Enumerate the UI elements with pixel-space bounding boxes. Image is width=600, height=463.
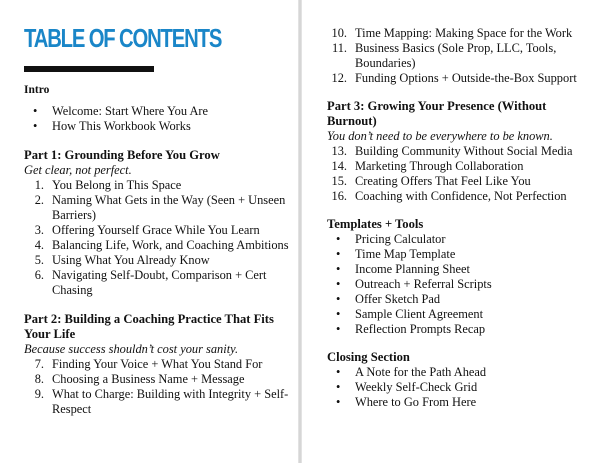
- item-text: Time Mapping: Making Space for the Work: [355, 26, 573, 40]
- item-number: 4.: [34, 238, 44, 252]
- item-number: 10.: [331, 26, 347, 40]
- list-item[interactable]: [24, 268, 292, 298]
- part1-subtitle: Get clear, not perfect.: [24, 163, 132, 177]
- list-item[interactable]: [327, 26, 596, 41]
- list-item[interactable]: • Time Map Template: [327, 247, 596, 262]
- part3-subtitle: You don’t need to be everywhere to be known.: [327, 129, 553, 143]
- item-text: Choosing a Business Name + Message: [52, 372, 245, 386]
- list-item[interactable]: [327, 144, 596, 159]
- list-item[interactable]: [24, 253, 292, 268]
- item-number: 14.: [331, 159, 347, 173]
- list-item[interactable]: [24, 238, 292, 253]
- toc-title: TABLE OF CONTENTS: [24, 23, 222, 53]
- list-item[interactable]: • How This Workbook Works: [24, 119, 292, 134]
- list-item[interactable]: • Offer Sketch Pad: [327, 292, 596, 307]
- list-item[interactable]: [327, 159, 596, 174]
- list-item[interactable]: • Pricing Calculator: [327, 232, 596, 247]
- item-number: 11.: [331, 41, 347, 55]
- list-item[interactable]: • Weekly Self-Check Grid: [327, 380, 596, 395]
- intro-heading: Intro: [24, 84, 50, 96]
- item-number: 5.: [34, 253, 44, 267]
- part1-heading[interactable]: Part 1: Grounding Before You Grow: [24, 148, 220, 162]
- part2-list-continued: [327, 26, 596, 86]
- list-item[interactable]: • Income Planning Sheet: [327, 262, 596, 277]
- left-page: [0, 0, 298, 463]
- item-text: Creating Offers That Feel Like You: [355, 174, 531, 188]
- item-text: Marketing Through Collaboration: [355, 159, 524, 173]
- part2-heading[interactable]: Part 2: Building a Coaching Practice That Fits Your Life: [24, 312, 274, 341]
- item-text: Finding Your Voice + What You Stand For: [52, 357, 263, 371]
- item-number: 13.: [331, 144, 347, 158]
- part2-subtitle: Because success shouldn’t cost your sanity.: [24, 342, 239, 356]
- list-item[interactable]: [24, 387, 292, 417]
- list-item[interactable]: [327, 189, 596, 204]
- part1-list: [24, 178, 292, 298]
- item-number: 7.: [34, 357, 44, 371]
- item-text: Naming What Gets in the Way (Seen + Unseen Barriers): [52, 193, 286, 222]
- item-text: Balancing Life, Work, and Coaching Ambitions: [52, 238, 289, 252]
- item-number: 8.: [34, 372, 44, 386]
- part3-heading[interactable]: Part 3: Growing Your Presence (Without Burnout): [327, 99, 547, 128]
- list-item[interactable]: [24, 193, 292, 223]
- list-item[interactable]: • Where to Go From Here: [327, 395, 596, 410]
- list-item[interactable]: [24, 357, 292, 372]
- left-content: [24, 0, 292, 417]
- item-text: Navigating Self-Doubt, Comparison + Cert Chasing: [52, 268, 267, 297]
- list-item[interactable]: [327, 71, 596, 86]
- list-item[interactable]: [327, 174, 596, 189]
- item-number: 16.: [331, 189, 347, 203]
- item-text: Offering Yourself Grace While You Learn: [52, 223, 260, 237]
- item-number: 15.: [331, 174, 347, 188]
- list-item[interactable]: • Welcome: Start Where You Are: [24, 104, 292, 119]
- item-text: Using What You Already Know: [52, 253, 210, 267]
- item-text: You Belong in This Space: [52, 178, 182, 192]
- list-item[interactable]: • Outreach + Referral Scripts: [327, 277, 596, 292]
- item-number: 1.: [34, 178, 44, 192]
- item-number: 3.: [34, 223, 44, 237]
- list-item[interactable]: [24, 372, 292, 387]
- list-item[interactable]: • Sample Client Agreement: [327, 307, 596, 322]
- templates-list: [327, 232, 596, 337]
- intro-list: [24, 104, 292, 134]
- right-content: [327, 0, 596, 410]
- closing-list: [327, 365, 596, 410]
- list-item[interactable]: [24, 178, 292, 193]
- list-item[interactable]: • Reflection Prompts Recap: [327, 322, 596, 337]
- templates-heading[interactable]: Templates + Tools: [327, 217, 424, 231]
- list-item[interactable]: • A Note for the Path Ahead: [327, 365, 596, 380]
- list-item[interactable]: [24, 223, 292, 238]
- item-text: Business Basics (Sole Prop, LLC, Tools, Boundaries): [355, 41, 557, 70]
- part3-list: [327, 144, 596, 204]
- item-number: 9.: [34, 387, 44, 401]
- item-text: Coaching with Confidence, Not Perfection: [355, 189, 567, 203]
- closing-heading[interactable]: Closing Section: [327, 350, 410, 364]
- list-item[interactable]: [327, 41, 596, 71]
- item-text: Funding Options + Outside-the-Box Support: [355, 71, 577, 85]
- item-text: What to Charge: Building with Integrity + Self-Respect: [52, 387, 289, 416]
- item-number: 2.: [34, 193, 44, 207]
- part2-list: [24, 357, 292, 417]
- right-page: [302, 0, 600, 463]
- item-number: 12.: [331, 71, 347, 85]
- item-text: Building Community Without Social Media: [355, 144, 573, 158]
- item-number: 6.: [34, 268, 44, 282]
